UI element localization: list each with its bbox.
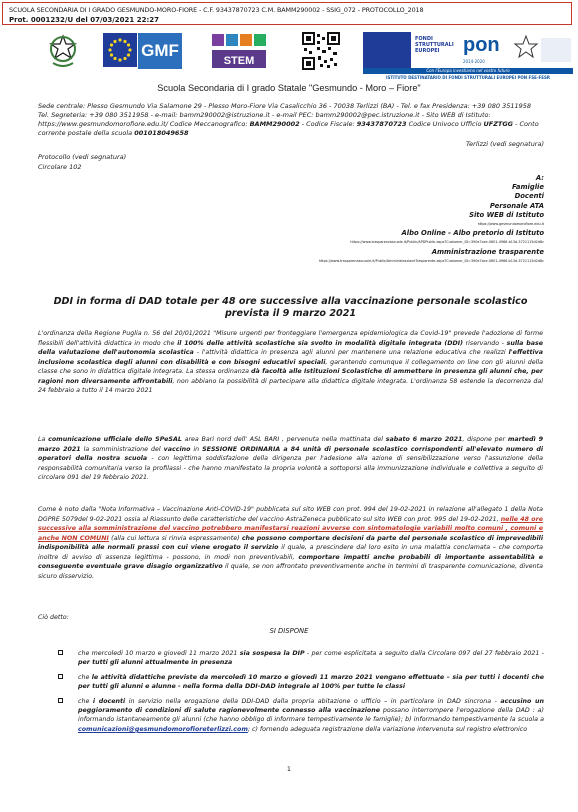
- checkbox-bullet-icon: [58, 650, 63, 655]
- recipient-albo: Albo Online - Albo pretorio di Istituto: [401, 229, 544, 238]
- mecc-code: BAMM290002: [249, 120, 300, 128]
- p3-red-highlight: nelle 48 ore successive alla somministrazione del vaccino potrebbero manifestarsi reazioni avverse con sintomatologie variabili molto comuni , comuni e anche NON COMUNI: [38, 515, 543, 542]
- p1-text-i: , non abbiano la possibilità di partecipare alla didattica digitale integrata. L'ordinanza 58 estende la decorrenza dal 24 febbraio a tutto il 14 marzo 2021: [38, 377, 543, 394]
- recipient-docenti: Docenti: [514, 192, 544, 201]
- ministry-text-block: [541, 38, 571, 62]
- italian-republic-emblem-icon: [47, 33, 79, 69]
- p1-bold-d: sulla base della valutazione dell'autonomia scolastica: [38, 339, 543, 356]
- school-email-link[interactable]: comunicazioni@gesmundomorofioreterlizzi.com: [78, 725, 248, 733]
- p2-bold-j: SESSIONE ORDINARIA a 84 unità di personale scolastico corrispondenti all'elevato numero di operatori della nostra scuola: [38, 445, 543, 462]
- p3-bold-e: comportare impatti anche probabili di importante assentabilità e conseguente eventuale grave disagio organizzativo: [38, 553, 543, 570]
- page-number: 1: [286, 765, 292, 773]
- p2-bold-f: martedì 9 marzo 2021: [38, 436, 544, 453]
- paragraph-spesal: [38, 435, 543, 483]
- item3-bold-b: i docenti: [92, 697, 126, 705]
- conto-label: - Conto corrente postale della scuola: [38, 120, 539, 137]
- disposition-list: [58, 649, 544, 739]
- item3-text-f: ; c) fornendo adeguata registrazione della variazione intervenuta sul registro elettronico: [247, 725, 528, 733]
- protocol-stamp: [2, 2, 572, 25]
- p3-text-b: (alla cui lettura si rinvia espressamente): [108, 534, 242, 542]
- item1-text-c: - per come esplicitata a seguito dalla Circolare 097 del 27 febbraio 2021 -: [304, 650, 544, 657]
- item2-bold-b: le attività didattiche previste da mercoledì 10 marzo e giovedì 11 marzo 2021 vengano effettuate – sia per tutti i docenti che per tutti gli alunni e alunne - nella forma della DDI-DAD integrale al 100% per tutte le classi: [78, 673, 544, 691]
- ufficio-code: UFZTGG: [483, 120, 514, 128]
- document-title: DDI in forma di DAD totale per 48 ore successive alla vaccinazione personale scolastico prevista il 9 marzo 2021: [53, 296, 528, 319]
- p1-bold-f: l'effettiva inclusione scolastica degli alunni con disabilità e con bisogni educativi speciali: [38, 349, 543, 366]
- school-name: Scuola Secondaria di I grado Statale "Gesmundo - Moro – Fiore": [157, 83, 421, 93]
- protocollo-text: Protocollo (vedi segnatura): [38, 153, 127, 161]
- p2-text-e: , dispone per: [462, 436, 508, 443]
- list-item: [58, 697, 544, 735]
- pon-funds-text: FONDI STRUTTURALI EUROPEI: [415, 36, 454, 54]
- place-date: Terlizzi (vedi segnatura): [466, 140, 544, 148]
- p2-text-k: - con legittima soddisfazione della dirigenza per l'adesione alla azione di sensibilizzazione verso l'assunzione della responsabilità comunitaria verso la profilassi - che hanno manifestato la propria volontà a sottoporsi alla immunizzazione individuale e collettiva a seguito di circolare 091 del 19 febbraio 2021.: [38, 455, 543, 481]
- qr-code-icon: [302, 32, 340, 70]
- p2-text-c: area Bari nord dell' ASL BARI , pervenuta nella mattinata del: [181, 436, 386, 443]
- pon-eu-flag-icon: [363, 32, 411, 68]
- logo-bar: [0, 30, 578, 80]
- item2-text-a: che: [78, 673, 92, 681]
- p3-bold-c: che possono comportare decisioni da parte del personale scolastico di imprevedibili indisponibilità alle normali prassi con cui viene erogato il servizio: [38, 534, 543, 551]
- p2-bold-h: vaccino: [163, 445, 191, 453]
- recipient-famiglie: Famiglie: [512, 183, 544, 192]
- p3-text-a: Come è noto dalla "Nota Informativa – Vaccinazione Anti-COVID-19" pubblicata sul sito WEB con prot. 994 del 19-02-2021 in relazione all'allegato 1 della Nota DGPRE 5079del 9-02-2021 ossia al Riassunto delle caratteristiche del vaccino AstraZeneca pubblicato sul sito WEB con prot. 995 del 19-02-2021,: [38, 506, 543, 523]
- item1-bold-b: sia sospesa la DIP: [239, 650, 305, 657]
- si-dispone-heading: SI DISPONE: [269, 627, 309, 635]
- protocol-line-1: SCUOLA SECONDARIA DI I GRADO GESMUNDO-MORO-FIORE - C.F. 93437870723 C.M. BAMM290002 - SSIG_072 - PROTOCOLLO_2018: [9, 6, 424, 14]
- pon-caption-1: Con l'Europa investiamo nel vostro futuro: [363, 68, 573, 74]
- p2-text-g: la somministrazione del: [80, 445, 164, 453]
- circolare-number: Circolare 102: [38, 163, 82, 171]
- pon-caption-2: ISTITUTO DESTINATARIO DI FONDI STRUTTURALI EUROPEI PON FSE-FESR: [386, 75, 550, 80]
- pon-brand: pon: [463, 34, 500, 56]
- school-contact-info: [38, 102, 543, 138]
- protocol-line-2: Prot. 0001232/U del 07/03/2021 22:27: [9, 16, 159, 24]
- stem-text: STEM: [223, 55, 255, 67]
- ufficio-label: Codice Univoco Ufficio: [406, 120, 484, 128]
- paragraph-ordinanza: [38, 329, 543, 396]
- list-item: [58, 673, 544, 692]
- p2-bold-d: sabato 6 marzo 2021: [385, 436, 463, 443]
- p1-text-a: L'ordinanza della Regione Puglia n. 56 del 20/01/2021 "Misure urgenti per fronteggiare l'emergenza epidemiologica da Covid-19" prevede l'adozione di forme flessibili dell'attività didattica in modo che: [38, 330, 543, 347]
- recipients-block: [319, 174, 544, 266]
- checkbox-bullet-icon: [58, 698, 63, 703]
- p1-text-e: - l'attività didattica in presenza agli alunni per mantenere una relazione educativa che realizzi: [193, 349, 509, 356]
- list-item: [58, 649, 544, 668]
- recipient-albo-url[interactable]: https://www.trasparenzascuole.it/Public/APDPublic.aspx?Customer_ID=390e7ace-0601-4966-b13d-3721115d2d8c: [350, 240, 544, 245]
- fiscale-code: 93437870723: [356, 120, 407, 128]
- pon-banner: [363, 32, 573, 68]
- p1-bold-h: dà facoltà alle Istituzioni Scolastiche di ammettere in presenza gli alunni che, per ragioni non diversamente affrontabili: [38, 368, 543, 385]
- recipient-sito: Sito WEB di Istituto: [469, 210, 544, 219]
- p2-text-i: in: [190, 445, 203, 453]
- p1-bold-b: il 100% delle attività scolastiche sia svolto in modalità digitale integrata (DDI): [177, 339, 463, 347]
- gmf-logo: GMF: [138, 33, 182, 69]
- item3-bold-d: accusino un peggioramento di condizioni di salute ragionevolmente connesso alla vaccinazione: [78, 697, 544, 715]
- p3-text-d: il quale, a prescindere dal loro esito in una malattia conclamata – che comporta inoltre di avviso di assenza legittima - possono, in modi non preventivabili,: [38, 544, 543, 561]
- recipient-ata: Personale ATA: [489, 201, 544, 210]
- eu-flag-icon: [103, 33, 137, 67]
- paragraph-nota-informativa: [38, 505, 543, 581]
- item1-text-a: che mercoledì 10 marzo e giovedì 11 marzo 2021: [78, 650, 240, 657]
- cio-detto: Ciò detto:: [38, 614, 69, 621]
- recipient-sito-url[interactable]: https://www.gesmundomorofiore.edu.it: [477, 222, 544, 227]
- item3-text-e: possano interrompere l'erogazione della DAD : a) informando istantaneamente gli alunni (che hanno obbligo di informare tempestivamente le famiglie); b) informando tempestivamente la scuola a: [78, 707, 544, 724]
- recipient-amm: Amministrazione trasparente: [431, 247, 544, 256]
- p2-text-a: La: [38, 436, 49, 443]
- p3-text-f: il quale, se non affrontato preventivamente anche in termini di trasparente comunicazione, diventa sicuro disservizio.: [38, 563, 544, 580]
- protocol-ref: [38, 152, 126, 172]
- contact-text: Sede centrale: Plesso Gesmundo Via Salamone 29 - Plesso Moro-Fiore Via Casalicchio 36 - 70038 Terlizzi (BA) - Tel. e fax Presidenza: +39 080 3511958 Tel. Segreteria: +39 080 3511958 - e-mail: bamm290002@istruzione.it - e-mail PEC: bamm290002@pec.istruzione.it - Sito WEB di Istituto: https://www.gesmundomorofiore.edu.it/ Codice Meccanografico:: [38, 102, 532, 128]
- p2-bold-b: comunicazione ufficiale dello SPeSAL: [48, 436, 182, 443]
- ministry-emblem-icon: [513, 34, 539, 66]
- conto-code: 001018049658: [134, 129, 189, 137]
- pon-years: 2014-2020: [463, 59, 485, 64]
- recipients-a: A:: [535, 174, 544, 182]
- p1-text-g: , garantendo comunque il collegamento on line con gli alunni della classe che sono in didattica digitale integrata. La stessa ordinanza: [38, 358, 543, 375]
- checkbox-bullet-icon: [58, 674, 63, 679]
- item3-text-c: in servizio nella erogazione della DDI-DAD dalla propria abitazione o ufficio – in particolare in DAD sincrona -: [125, 697, 501, 705]
- p1-text-c: riservando -: [462, 339, 507, 347]
- recipient-amm-url[interactable]: https://www.trasparenzascuole.it/Public/AmministrazioneTrasparente.aspx?Customer_ID=390e7ace-0601-4966-b13d-3721115d2d8c: [318, 258, 544, 263]
- fiscale-label: - Codice Fiscale:: [299, 120, 357, 128]
- item1-bold-d: per tutti gli alunni attualmente in presenza: [78, 659, 233, 667]
- item3-text-a: che: [78, 697, 93, 705]
